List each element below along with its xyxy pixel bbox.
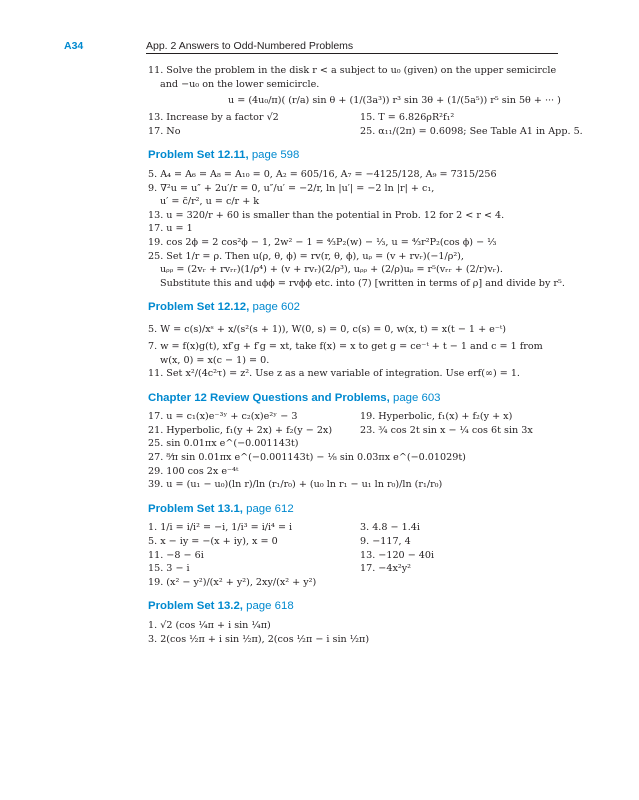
header-band bbox=[0, 0, 639, 42]
answer-line: 19. (x² − y²)/(x² + y²), 2xy/(x² + y²) bbox=[148, 576, 317, 588]
answer-right: 9. −117, 4 bbox=[360, 536, 411, 548]
answer-line: and −u₀ on the lower semicircle. bbox=[160, 78, 320, 90]
section-page: page 598 bbox=[251, 149, 300, 162]
header-rule bbox=[146, 53, 558, 54]
answer-right: 19. Hyperbolic, f₁(x) + f₂(y + x) bbox=[360, 411, 513, 423]
answer-line: 1. √2 (cos ¼π + i sin ¼π) bbox=[148, 620, 271, 631]
section-page: page 612 bbox=[246, 502, 294, 515]
section-heading bbox=[148, 149, 558, 163]
answer-pair bbox=[148, 424, 558, 438]
answer-line: Substitute this and uϕϕ = rvϕϕ etc. into (7) [written in terms of ρ] and divide by r⁵. bbox=[160, 277, 565, 289]
section-page: page 603 bbox=[392, 391, 441, 404]
section-title: Problem Set 12.11, bbox=[148, 149, 249, 162]
answer-pair bbox=[148, 410, 558, 424]
answer-pair bbox=[148, 521, 558, 535]
answer-right: 15. T = 6.826ρR²f₁² bbox=[360, 112, 455, 124]
answer-pair bbox=[148, 535, 558, 549]
answer-line: 29. 100 cos 2x e⁻⁴ᵗ bbox=[148, 465, 239, 477]
section-title: Chapter 12 Review Questions and Problems, bbox=[148, 391, 390, 404]
answer-line: 39. u = (u₁ − u₀)(ln r)/ln (r₁/r₀) + (u₀ ln r₁ − u₁ ln r₀)/ln (r₁/r₀) bbox=[148, 479, 443, 491]
answer-pair bbox=[148, 549, 558, 563]
answer-left: 15. 3 − i bbox=[148, 563, 190, 575]
answer-left: 11. −8 − 6i bbox=[148, 549, 204, 561]
answer-line: uᵨᵨ = (2vᵣ + rvᵣᵣ)(1/ρ⁴) + (v + rvᵣ)(2/ρ³), uᵨᵨ + (2/ρ)uᵨ = r⁵(vᵣᵣ + (2/r)vᵣ). bbox=[160, 264, 503, 276]
answer-line: 3. 2(cos ½π + i sin ½π), 2(cos ½π − i sin ½π) bbox=[148, 633, 370, 645]
answer-line: 5. A₄ = A₆ = A₈ = A₁₀ = 0, A₂ = 605/16, A₇ = −4125/128, A₉ = 7315/256 bbox=[148, 168, 497, 180]
section-heading bbox=[148, 301, 558, 315]
section-page: page 618 bbox=[246, 600, 294, 613]
section-title: Problem Set 13.1, bbox=[148, 502, 243, 515]
answer-right: 3. 4.8 − 1.4i bbox=[360, 522, 420, 534]
answer-pair bbox=[148, 125, 583, 139]
answer-line: 25. sin 0.01πx e^(−0.001143t) bbox=[148, 438, 299, 450]
answer-line: 27. ⁸⁄π sin 0.01πx e^(−0.001143t) − ⅛ sin 0.03πx e^(−0.01029t) bbox=[148, 452, 466, 464]
section-page: page 602 bbox=[252, 301, 300, 314]
answer-formula: u = (4u₀/π)( (r/a) sin θ + (1/(3a³)) r³ sin 3θ + (1/(5a⁵)) r⁵ sin 5θ + ··· ) bbox=[228, 95, 561, 107]
answer-line: 5. W = c(s)/xˢ + x/(s²(s + 1)), W(0, s) = 0, c(s) = 0, w(x, t) = x(t − 1 + e⁻ᵗ) bbox=[148, 323, 507, 335]
answer-line: 25. Set 1/r = ρ. Then u(ρ, θ, ϕ) = rv(r, θ, ϕ), uᵨ = (v + rvᵣ)(−1/ρ²), bbox=[148, 250, 464, 262]
answer-line: 13. u = 320/r + 60 is smaller than the potential in Prob. 12 for 2 < r < 4. bbox=[148, 209, 505, 221]
answer-left: 13. Increase by a factor √2 bbox=[148, 112, 279, 124]
answer-left: 21. Hyperbolic, f₁(y + 2x) + f₂(y − 2x) bbox=[148, 424, 333, 436]
section-title: Problem Set 13.2, bbox=[148, 600, 243, 613]
answer-line: 11. Solve the problem in the disk r < a subject to u₀ (given) on the upper semicircle bbox=[148, 65, 557, 76]
answer-line: 17. u = 1 bbox=[148, 223, 193, 235]
answer-line: 7. w = f(x)g(t), xf′g + f′g = xt, take f(x) = x to get g = ce⁻ᵗ + t − 1 and c = 1 from bbox=[148, 340, 543, 352]
section-title: Problem Set 12.12, bbox=[148, 301, 250, 314]
answer-right: 17. −4x²y² bbox=[360, 563, 411, 575]
answer-line: w(x, 0) = x(c − 1) = 0. bbox=[160, 354, 270, 366]
answer-left: 17. No bbox=[148, 125, 181, 137]
answer-left: 17. u = c₁(x)e⁻³ʸ + c₂(x)e²ʸ − 3 bbox=[148, 411, 298, 423]
answer-line: u′ = c̃/r², u = c/r + k bbox=[160, 196, 260, 208]
answer-left: 5. x − iy = −(x + iy), x = 0 bbox=[148, 536, 278, 548]
section-heading bbox=[148, 392, 558, 406]
answer-line: 19. cos 2ϕ = 2 cos²ϕ − 1, 2w² − 1 = ⁴⁄₃P₂(w) − ⅓, u = ⁴⁄₃r²P₂(cos ϕ) − ⅓ bbox=[148, 236, 497, 248]
page-label: A34 bbox=[64, 40, 84, 52]
answer-left: 1. 1/i = i/i² = −i, 1/i³ = i/i⁴ = i bbox=[148, 522, 293, 534]
section-heading bbox=[148, 600, 558, 614]
answer-right: 13. −120 − 40i bbox=[360, 549, 435, 561]
answer-right: 25. α₁₁/(2π) = 0.6098; See Table A1 in App. 5. bbox=[360, 125, 583, 137]
answer-right: 23. ¾ cos 2t sin x − ¼ cos 6t sin 3x bbox=[360, 424, 533, 436]
answer-pair bbox=[148, 111, 558, 125]
section-heading bbox=[148, 503, 558, 517]
answers-content bbox=[148, 64, 583, 646]
answer-line: 9. ∇²u = u″ + 2u′/r = 0, u″/u′ = −2/r, ln |u′| = −2 ln |r| + c₁, bbox=[148, 182, 435, 194]
running-head: App. 2 Answers to Odd-Numbered Problems bbox=[146, 40, 354, 52]
answer-line: 11. Set x²/(4c²τ) = z². Use z as a new variable of integration. Use erf(∞) = 1. bbox=[148, 368, 520, 380]
answer-pair bbox=[148, 562, 558, 576]
